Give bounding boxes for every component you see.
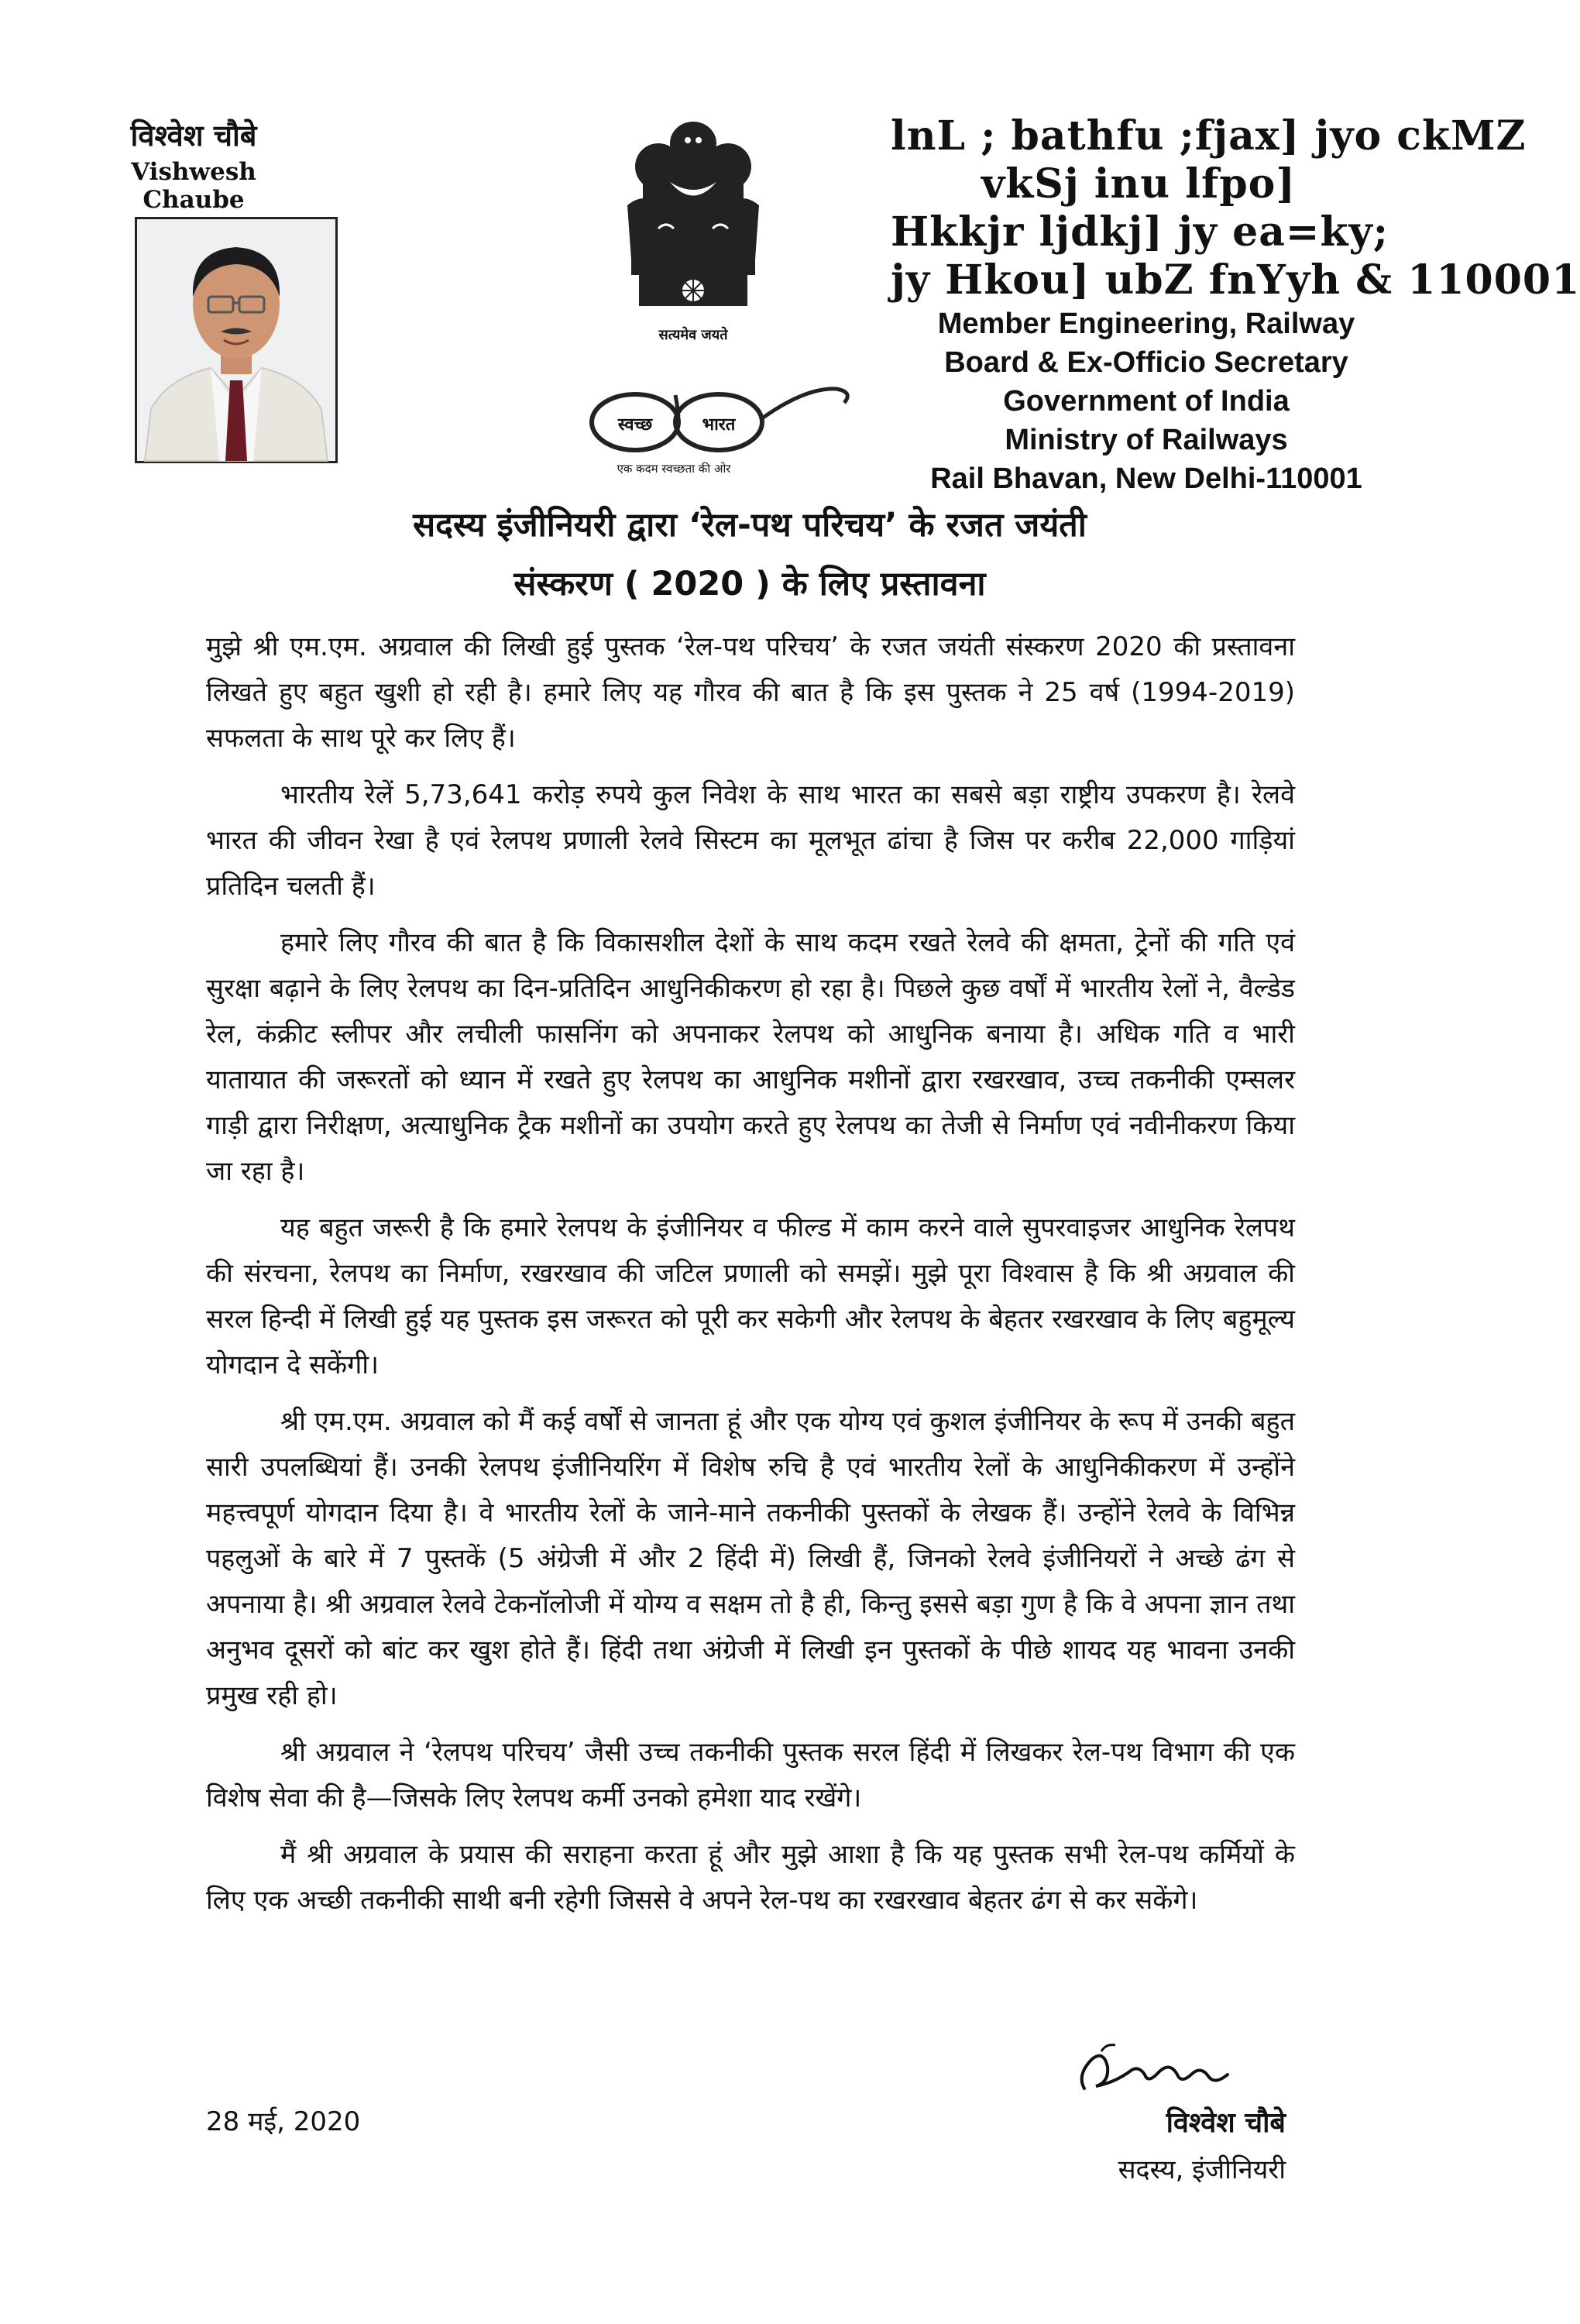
bharat-word: भारत <box>702 415 736 435</box>
author-photo <box>135 217 338 463</box>
handwritten-signature <box>1061 2028 1262 2106</box>
paragraph-5: श्री एम.एम. अग्रवाल को मैं कई वर्षों से जानता हूं और एक योग्य एवं कुशल इंजीनियर के रूप में उनकी बहुत सारी उपलब्धियां हैं। उनकी रेलपथ इंजीनियरिंग में विशेष रुचि है एवं भारतीय रेलों के आधुनिकीकरण में उन्होंने महत्त्वपूर्ण योगदान दिया है। वे भारतीय रेलों के जाने-माने तकनीकी पुस्तकों के लेखक हैं। उन्होंने रेलवे के विभिन्न पहलुओं के बारे में 7 पुस्तकें (5 अंग्रेजी में और 2 हिंदी में) लिखी हैं, जिनको रेलवे इंजीनियरों ने अच्छे ढंग से अपनाया है। श्री अग्रवाल रेलवे टेकनॉलोजी में योग्य व सक्षम तो है ही, किन्तु इससे बड़ा गुण है कि वे अपना ज्ञान तथा अनुभव दूसरों को बांट कर खुश होते हैं। हिंदी तथा अंग्रेजी में लिखी इन पुस्तकों के पीछे शायद यह भावना उनकी प्रमुख रही हो। <box>206 1406 1295 1711</box>
author-name-english: Vishwesh Chaube <box>131 158 256 214</box>
signature-icon <box>1061 2028 1262 2106</box>
paragraph-3: हमारे लिए गौरव की बात है कि विकासशील देशों के साथ कदम रखते रेलवे की क्षमता, ट्रेनों की गति एवं सुरक्षा बढ़ाने के लिए रेलपथ का दिन-प्रतिदिन आधुनिकीकरण हो रहा है। पिछले कुछ वर्षों में भारतीय रेलों ने, वैल्डेड रेल, कंक्रीट स्लीपर और लचीली फासनिंग को अपनाकर रेलपथ को आधुनिक बनाया है। अधिक गति व भारी यातायात की जरूरतों को ध्यान में रखते हुए रेलपथ का आधुनिक मशीनों द्वारा रखरखाव, उच्च तकनीकी एम्सलर गाड़ी द्वारा निरीक्षण, अत्याधुनिक ट्रैक मशीनों का उपयोग करते हुए रेलपथ का तेजी से निर्माण एवं नवीनीकरण किया जा रहा है। <box>206 927 1295 1187</box>
swachh-bharat-logo <box>581 372 860 480</box>
address-english-line-2: Board & Ex-Officio Secretary <box>944 346 1348 379</box>
foreword-body <box>206 624 1295 1934</box>
lion-capital-icon <box>596 112 790 329</box>
paragraph-6: श्री अग्रवाल ने ‘रेलपथ परिचय’ जैसी उच्च तकनीकी पुस्तक सरल हिंदी में लिखकर रेल-पथ विभाग की एक विशेष सेवा की है—जिसके लिए रेलपथ कर्मी उनको हमेशा याद रखेंगे। <box>206 1737 1295 1813</box>
address-hindi-line-4: jy Hkou] ubZ fnYyh & 110001 <box>891 256 1580 304</box>
address-hindi-line-2: vkSj inu lfpo] <box>981 160 1296 208</box>
signatory-designation: सदस्य, इंजीनियरी <box>1118 2154 1286 2185</box>
paragraph-7: मैं श्री अग्रवाल के प्रयास की सराहना करता हूं और मुझे आशा है कि यह पुस्तक सभी रेल-पथ कर्मियों के लिए एक अच्छी तकनीकी साथी बनी रहेगी जिससे वे अपने रेल-पथ का रखरखाव बेहतर ढंग से कर सकेंगे। <box>206 1839 1295 1916</box>
emblem-motto: सत्यमेव जयते <box>658 327 728 343</box>
national-emblem <box>596 112 790 352</box>
address-hindi-line-1: lnL ; bathfu ;fjax] jyo ckMZ <box>891 112 1527 160</box>
author-name-hindi: विश्वेश चौबे <box>130 119 257 153</box>
portrait-image <box>137 219 335 461</box>
document-title <box>155 496 1345 614</box>
address-english-line-1: Member Engineering, Railway <box>937 308 1355 340</box>
swachh-word: स्वच्छ <box>617 415 653 435</box>
title-line-1: सदस्य इंजीनियरी द्वारा ‘रेल-पथ परिचय’ के रजत जयंती <box>413 506 1087 545</box>
paragraph-1: मुझे श्री एम.एम. अग्रवाल की लिखी हुई पुस्तक ‘रेल-पथ परिचय’ के रजत जयंती संस्करण 2020 की प्रस्तावना लिखते हुए बहुत खुशी हो रही है। हमारे लिए यह गौरव की बात है कि इस पुस्तक ने 25 वर्ष (1994-2019) सफलता के साथ पूरे कर लिए हैं। <box>206 631 1295 754</box>
letter-date: 28 मई, 2020 <box>206 2106 361 2137</box>
paragraph-4: यह बहुत जरूरी है कि हमारे रेलपथ के इंजीनियर व फील्ड में काम करने वाले सुपरवाइजर आधुनिक रेलपथ की संरचना, रेलपथ का निर्माण, रखरखाव की जटिल प्रणाली को समझें। मुझे पूरा विश्वास है कि श्री अग्रवाल की सरल हिन्दी में लिखी हुई यह पुस्तक इस जरूरत को पूरी कर सकेगी और रेलपथ के बेहतर रखरखाव के लिए बहुमूल्य योगदान दे सकेंगी। <box>206 1212 1295 1380</box>
title-line-2: संस्करण ( 2020 ) के लिए प्रस्तावना <box>514 565 986 603</box>
address-hindi-line-3: Hkkjr ljdkj] jy ea=ky; <box>891 208 1389 256</box>
paragraph-2: भारतीय रेलें 5,73,641 करोड़ रुपये कुल निवेश के साथ भारत का सबसे बड़ा राष्ट्रीय उपकरण है। रेलवे भारत की जीवन रेखा है एवं रेलपथ प्रणाली रेलवे सिस्टम का मूलभूत ढांचा है जिस पर करीब 22,000 गाड़ियां प्रतिदिन चलती हैं। <box>206 779 1295 902</box>
swachh-tagline: एक कदम स्वच्छता की ओर <box>617 462 731 476</box>
office-address-block <box>891 112 1580 498</box>
address-english-line-5: Rail Bhavan, New Delhi-110001 <box>930 462 1362 495</box>
signatory-name: विश्वेश चौबे <box>1166 2107 1286 2139</box>
address-english-line-4: Ministry of Railways <box>1005 424 1288 456</box>
glasses-icon <box>581 372 860 480</box>
address-english-line-3: Government of India <box>1003 385 1290 418</box>
